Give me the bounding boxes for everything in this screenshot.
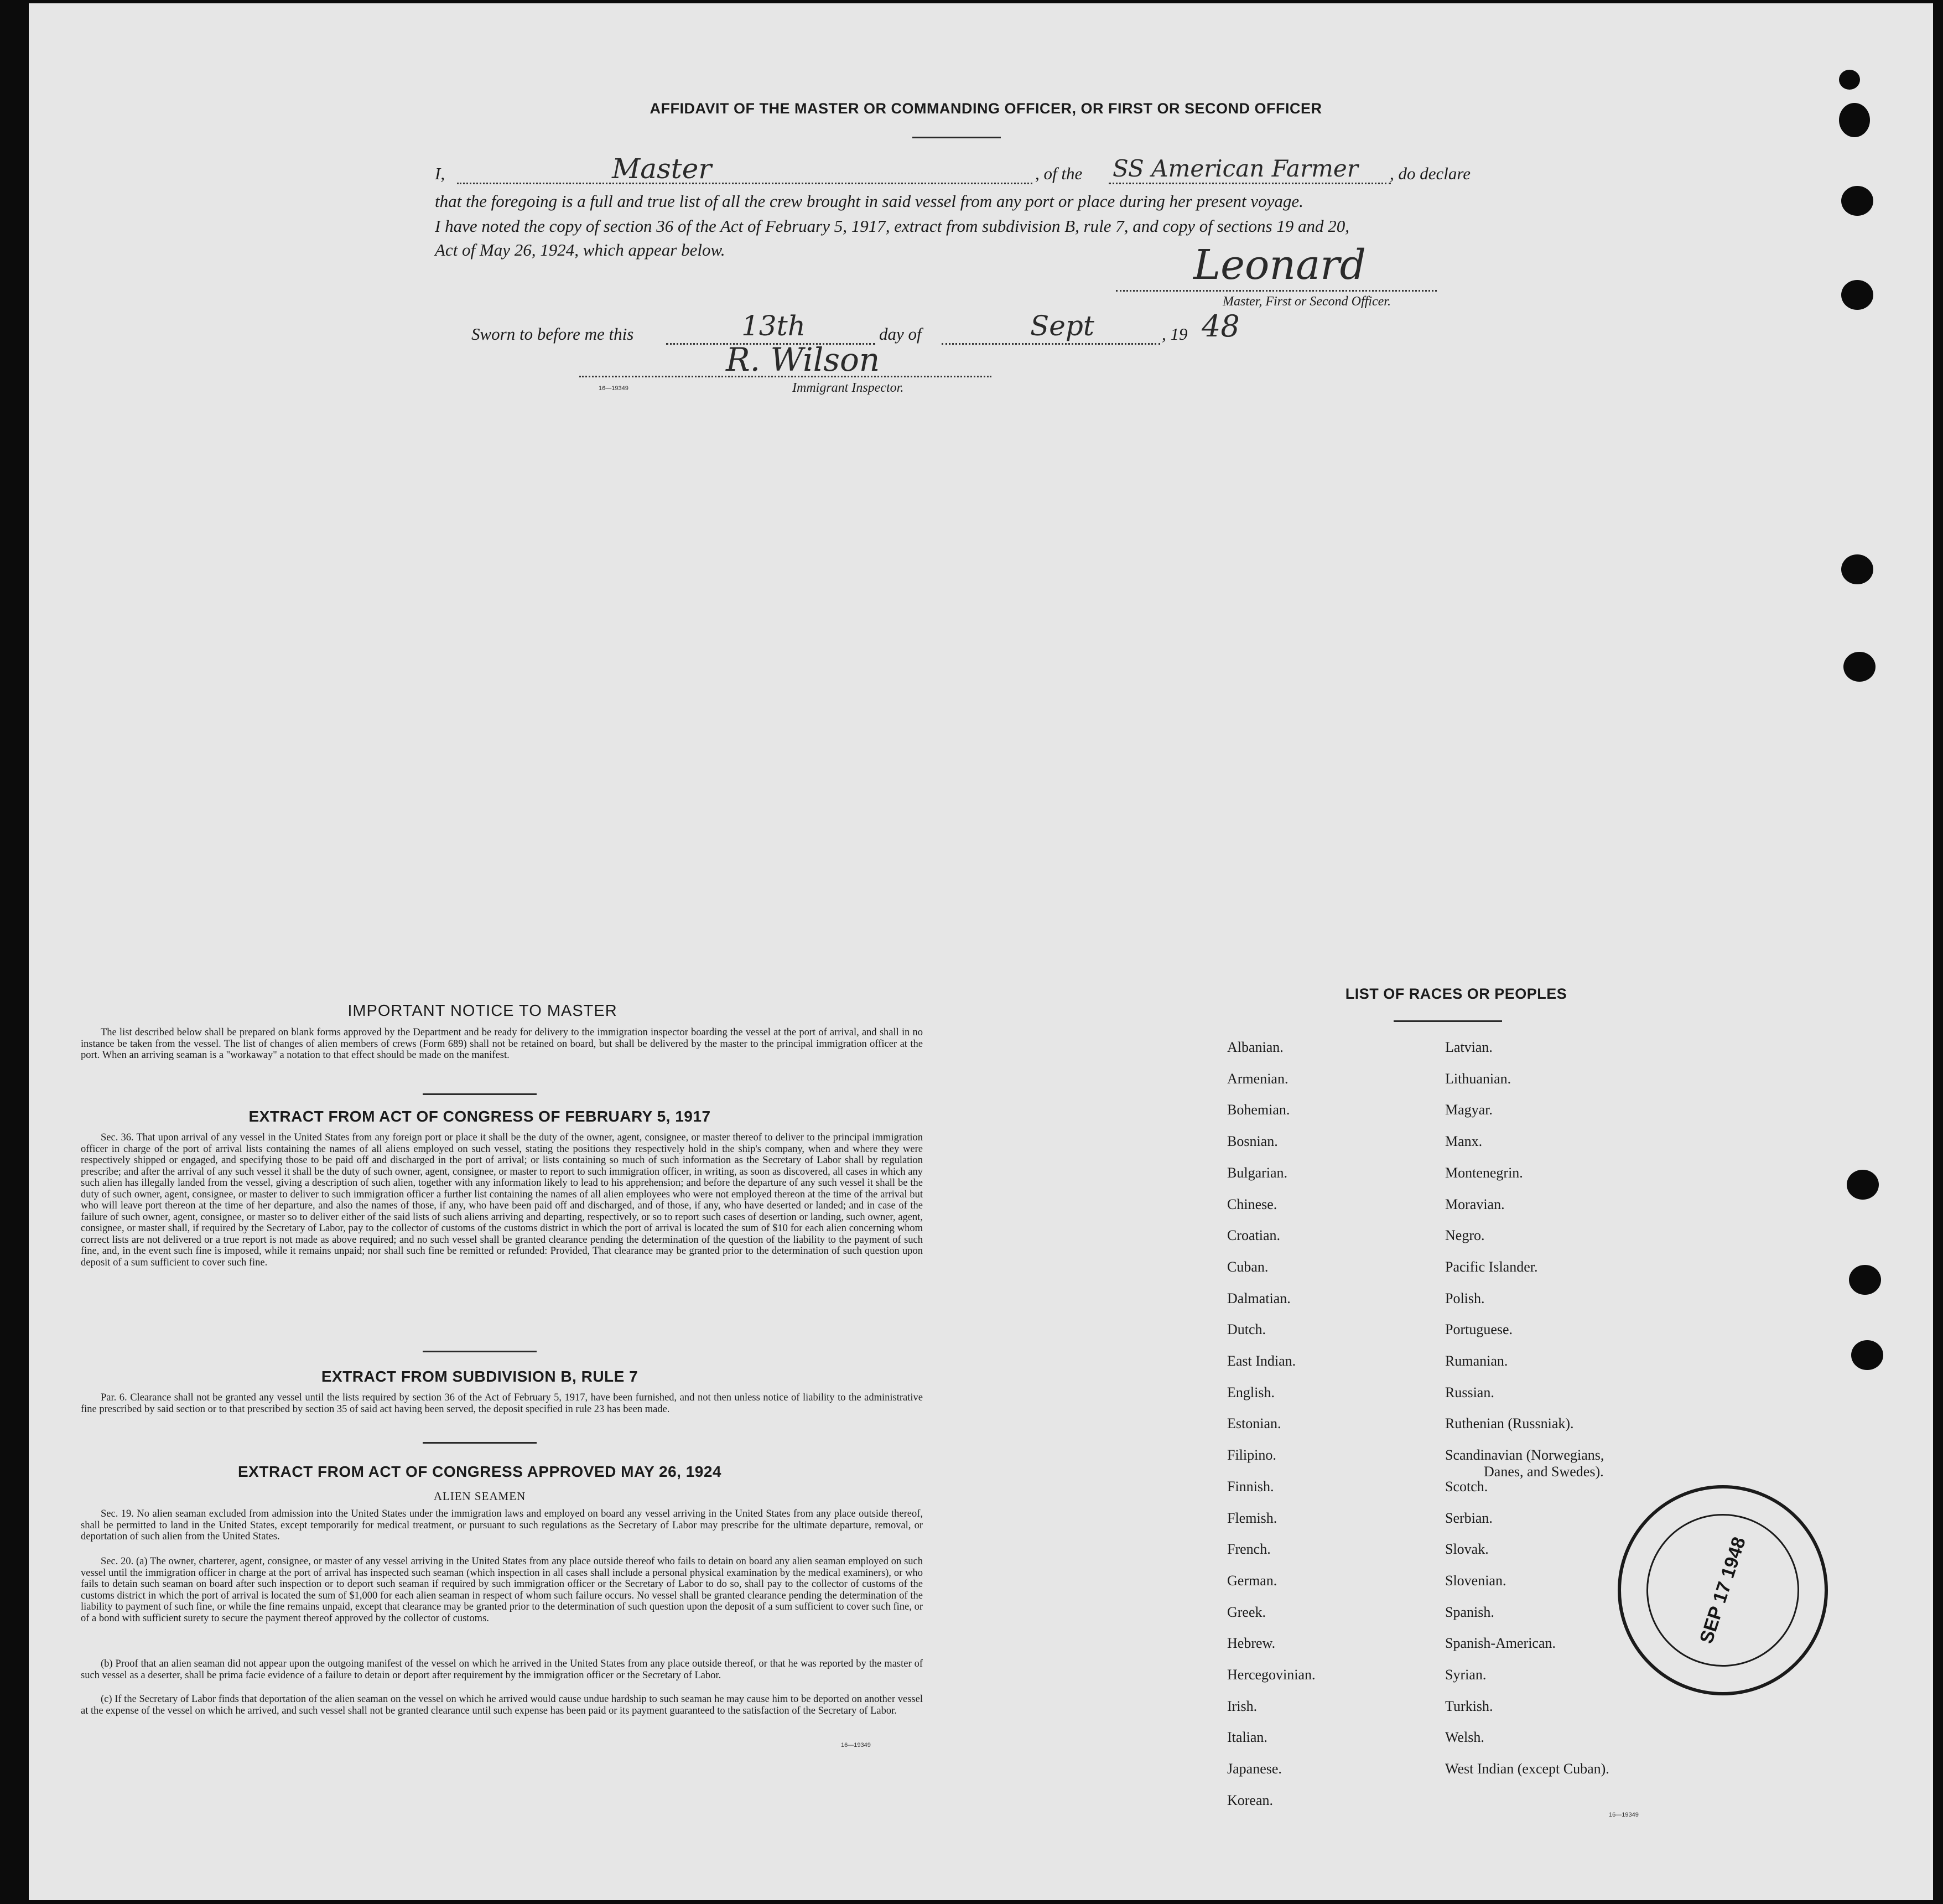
extract-rule7-text: Par. 6. Clearance shall not be granted any vessel until the lists required by section 36 of the Act of February 5, 1917, have been furnished, and not then unless notice of liability to the administrative fine prescribed by said section or to that prescribed by section 35 of said act having been served, the deposit specified in rule 23 has been made. [81,1392,923,1415]
race-item: Italian. [1227,1729,1267,1745]
stamp-inner-ring [1627,1494,1819,1687]
notice-title: IMPORTANT NOTICE TO MASTER [347,1002,617,1020]
sworn-mid: day of [879,324,922,344]
race-item: Moravian. [1445,1196,1505,1212]
notice-divider [423,1093,537,1095]
race-item: Flemish. [1227,1510,1277,1526]
punch-hole [1841,280,1873,310]
race-item: German. [1227,1573,1277,1589]
race-item: Negro. [1445,1227,1485,1243]
affidavit-line-3: I have noted the copy of section 36 of the Act of February 5, 1917, extract from subdivision B, rule 7, and copy of sections 19 and 20, [435,216,1350,236]
punch-hole [1849,1265,1881,1295]
vessel-field-dots [1109,183,1391,184]
race-item: Croatian. [1227,1227,1281,1243]
race-item: Syrian. [1445,1667,1487,1683]
race-item: Pacific Islander. [1445,1259,1538,1275]
affidavit-form-number: 16—19349 [599,385,628,392]
sworn-year: 48 [1202,309,1240,344]
master-signature-line [1116,290,1437,292]
inspector-caption: Immigrant Inspector. [792,381,904,395]
stamp-date: SEP 17 1948 [1695,1534,1750,1646]
race-item: Bosnian. [1227,1133,1278,1149]
race-item: Bulgarian. [1227,1165,1288,1181]
punch-hole [1839,103,1870,137]
race-item: Serbian. [1445,1510,1493,1526]
sec-20a-text: Sec. 20. (a) The owner, charterer, agent, consignee, or master of any vessel arriving in the United States from any place outside thereof who fails to detain on board any alien seaman employed on such vessel until the immigration officer in charge at the port of arrival has inspected such seaman (which inspection in all cases shall include a personal physical examination by the medical examiners), or who fails to detain such seaman on board after such inspection or to deport such seaman if required by such immigration officer or the Secretary of Labor to do so, shall pay to the collector of customs of the customs district in which the port of arrival is located the sum of $1,000 for each alien seaman in respect of whom such failure occurs. No vessel shall be granted clearance pending the determination of the liability to payment of such fine, or while the fine remains unpaid, except that clearance may be granted prior to the determination of such question upon the deposit of a sum sufficient to cover such fine, or of a bond with sufficient surety to secure the payment thereof approved by the collector of customs. [81,1556,923,1624]
punch-hole [1851,1340,1883,1370]
punch-hole [1839,70,1860,90]
affidavit-line-4: Act of May 26, 1924, which appear below. [435,240,725,260]
extract-rule7-divider [423,1442,537,1444]
sworn-line [471,309,1357,346]
line1-suffix: , do declare [1390,164,1471,183]
sec-20c-text: (c) If the Secretary of Labor finds that deportation of the alien seaman on the vessel on which he arrived would cause undue hardship to such seaman he may cause him to be deported on another vessel at the expense of the vessel on which he arrived, and such vessel shall not be granted clearance until such expense has been paid or its payment guaranteed to the satisfaction of the Secretary of Labor. [81,1694,923,1716]
name-field-dots [457,183,1032,184]
race-item: Chinese. [1227,1196,1277,1212]
extract-1924-title: EXTRACT FROM ACT OF CONGRESS APPROVED MAY 26, 1924 [238,1463,721,1480]
punch-hole [1843,652,1876,682]
sec-19-text: Sec. 19. No alien seaman excluded from admission into the United States under the immigration laws and employed on board any vessel arriving in the United States from any place outside thereof, shall be permitted to land in the United States, except temporarily for medical treatment, or pursuant to such regulations as the Secretary of Labor may prescribe for the ultimate departure, removal, or deportation of such alien from the United States. [81,1508,923,1542]
race-item: Welsh. [1445,1729,1484,1745]
name-handwritten: Master [612,153,712,185]
title-divider [912,137,1001,138]
line1-mid: , of the [1035,164,1083,183]
race-item: Korean. [1227,1792,1274,1808]
race-item: Ruthenian (Russniak). [1445,1415,1574,1431]
inspector-signature: R. Wilson [726,341,880,378]
extract-1917-text: Sec. 36. That upon arrival of any vessel in the United States from any foreign port or place it shall be the duty of the owner, agent, consignee, or master thereof to deliver to the principal immigration officer in charge of the port of arrival lists containing the names of all aliens employed on such vessel, stating the positions they respectively hold in the ship's company, when and where they were respectively shipped or engaged, and specifying those to be paid off and discharged in the port of arrival; or lists containing so much of such information as the Secretary of Labor shall by regulation prescribe; and after the arrival of any such vessel it shall be the duty of such owner, agent, consignee, or master to report to such immigration officer, in writing, as soon as discovered, all cases in which any such alien has illegally landed from the vessel, giving a description of such alien, together with any information likely to lead to his apprehension; and before the departure of any such vessel it shall be the duty of such owner, agent, consignee, or master to deliver to such immigration officer a further list containing the names of all alien employees who were not employed thereon at the time of the arrival but who will leave port thereon at the time of her departure, and also the names of those, if any, who have been paid off and discharged, and of those, if any, who have deserted or landed; and in case of the failure of such owner, agent, consignee, or master so to deliver either of the said lists of such aliens arriving and departing, respectively, or so to report such cases of desertion or landing, such owner, agent, consignee, or master shall, if required by the Secretary of Labor, pay to the collector of customs of the customs district in which the port of arrival is located the sum of $10 for each alien concerning whom correct lists are not delivered or a true report is not made as above required; and no such vessel shall be granted clearance pending the determination of the question of the liability to the payment of such fine, and, in the event such fine is imposed, while it remains unpaid; nor shall such fine be remitted or refunded: Provided, That clearance may be granted prior to the determination of such question upon deposit of a sum sufficient to cover such fine. [81,1132,923,1268]
master-caption: Master, First or Second Officer. [1223,294,1391,309]
extract-1924-subtitle: ALIEN SEAMEN [433,1490,526,1503]
race-item: Hebrew. [1227,1635,1276,1651]
race-item: Magyar. [1445,1102,1493,1118]
race-item: Manx. [1445,1133,1483,1149]
month-field-dots [942,343,1160,345]
race-item: Scandinavian (Norwegians, [1445,1447,1604,1463]
punch-hole [1841,554,1873,584]
sworn-month: Sept [1030,310,1094,342]
race-item: Spanish-American. [1445,1635,1556,1651]
master-signature: Leonard [1193,241,1367,289]
race-item: Danes, and Swedes). [1484,1464,1604,1480]
sec-20b-text: (b) Proof that an alien seaman did not appear upon the outgoing manifest of the vessel on which he arrived in the United States from any place outside thereof, or that he was reported by the master of such vessel as a deserter, shall be prima facie evidence of a failure to detain or deport after requirement by the immigration officer or the Secretary of Labor. [81,1658,923,1681]
extract-rule7-title: EXTRACT FROM SUBDIVISION B, RULE 7 [321,1368,638,1385]
race-item: Japanese. [1227,1761,1282,1777]
form-sheet [29,3,1933,1900]
affidavit-line-2: that the foregoing is a full and true list of all the crew brought in said vessel from any port or place during her present voyage. [435,191,1303,211]
race-item: Polish. [1445,1290,1485,1306]
race-item: Estonian. [1227,1415,1281,1431]
race-item: Dalmatian. [1227,1290,1291,1306]
sworn-prefix: Sworn to before me this [471,324,634,344]
race-item: Turkish. [1445,1698,1493,1714]
race-item: Dutch. [1227,1321,1266,1337]
race-item: Scotch. [1445,1478,1488,1495]
race-item: Lithuanian. [1445,1071,1511,1087]
line1-prefix: I, [435,164,445,183]
extract-form-number: 16—19349 [841,1742,871,1749]
affidavit-title: AFFIDAVIT OF THE MASTER OR COMMANDING OFFICER, OR FIRST OR SECOND OFFICER [650,100,1322,117]
notice-text: The list described below shall be prepared on blank forms approved by the Department and be ready for delivery to the immigration inspector boarding the vessel at the port of arrival, and shall in no instance be taken from the vessel. The list of changes of alien members of crews (Form 689) shall not be retained on board, but shall be delivered by the master to the principal immigration officer at the port. When an arriving seaman is a "workaway" a notation to that effect should be made on the manifest. [81,1027,923,1061]
race-item: Irish. [1227,1698,1258,1714]
races-title: LIST OF RACES OR PEOPLES [1345,985,1567,1002]
race-item: Montenegrin. [1445,1165,1523,1181]
extract-1917-title: EXTRACT FROM ACT OF CONGRESS OF FEBRUARY 5, 1917 [248,1108,711,1125]
race-item: Russian. [1445,1384,1494,1400]
immigration-stamp [1618,1485,1828,1695]
race-item: Rumanian. [1445,1353,1508,1369]
race-item: Armenian. [1227,1071,1289,1087]
race-item: Filipino. [1227,1447,1276,1463]
race-item: Bohemian. [1227,1102,1290,1118]
sworn-day: 13th [741,310,806,342]
race-item: West Indian (except Cuban). [1445,1761,1609,1777]
race-item: Cuban. [1227,1259,1269,1275]
punch-hole [1841,186,1873,216]
race-item: Spanish. [1445,1604,1494,1620]
race-item: Greek. [1227,1604,1266,1620]
race-item: Latvian. [1445,1039,1493,1055]
race-item: Hercegovinian. [1227,1667,1316,1683]
races-form-number: 16—19349 [1609,1812,1639,1818]
race-item: Slovenian. [1445,1573,1506,1589]
sworn-year-prefix: , 19 [1162,324,1188,344]
race-item: Finnish. [1227,1478,1274,1495]
punch-hole [1847,1170,1879,1200]
race-item: English. [1227,1384,1275,1400]
races-divider [1394,1020,1502,1022]
race-item: Portuguese. [1445,1321,1513,1337]
race-item: Slovak. [1445,1541,1489,1557]
race-item: East Indian. [1227,1353,1296,1369]
affidavit-line-1 [435,153,1541,186]
extract-1917-divider [423,1351,537,1352]
vessel-handwritten: SS American Farmer [1113,155,1358,182]
race-item: Albanian. [1227,1039,1284,1055]
race-item: French. [1227,1541,1271,1557]
